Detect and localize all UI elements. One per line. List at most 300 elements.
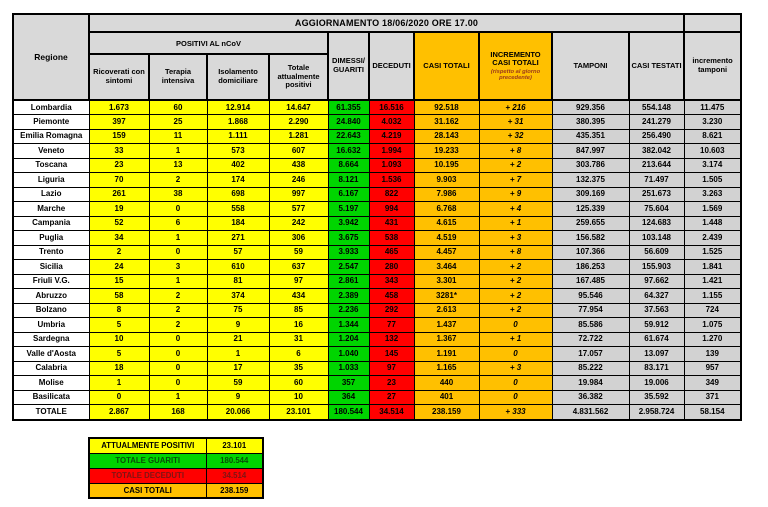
column-header-isolamento: Isolamento domiciliare: [207, 54, 269, 100]
column-header-casi-totali: CASI TOTALI: [414, 32, 479, 100]
value-cell: 23: [89, 158, 149, 173]
value-cell: 97.662: [629, 274, 684, 289]
table-row: [13, 129, 741, 144]
value-cell: 242: [269, 216, 328, 231]
value-cell: 8.664: [328, 158, 369, 173]
summary-label: CASI TOTALI: [89, 483, 206, 498]
value-cell: 847.997: [552, 144, 629, 159]
value-cell: 440: [414, 376, 479, 391]
value-cell: 303.786: [552, 158, 629, 173]
value-cell: 431: [369, 216, 414, 231]
value-cell: 61.355: [328, 100, 369, 115]
value-cell: 1: [149, 390, 207, 405]
value-cell: 156.582: [552, 231, 629, 246]
value-cell: 371: [684, 390, 741, 405]
value-cell: 2: [149, 289, 207, 304]
region-name-cell: Liguria: [13, 173, 89, 188]
value-cell: 2: [89, 245, 149, 260]
value-cell: 309.169: [552, 187, 629, 202]
value-cell: 2.439: [684, 231, 741, 246]
value-cell: 24: [89, 260, 149, 275]
value-cell: 822: [369, 187, 414, 202]
value-cell: 10.195: [414, 158, 479, 173]
value-cell: 538: [369, 231, 414, 246]
value-cell: 724: [684, 303, 741, 318]
summary-value: 23.101: [206, 438, 263, 453]
value-cell: 271: [207, 231, 269, 246]
value-cell: 23: [369, 376, 414, 391]
value-cell: + 7: [479, 173, 552, 188]
value-cell: 5: [89, 347, 149, 362]
value-cell: 72.722: [552, 332, 629, 347]
value-cell: 374: [207, 289, 269, 304]
value-cell: 994: [369, 202, 414, 217]
value-cell: 2.613: [414, 303, 479, 318]
summary-row: [89, 468, 263, 483]
table-row: [13, 158, 741, 173]
value-cell: 60: [269, 376, 328, 391]
value-cell: 85: [269, 303, 328, 318]
column-header-regione: Regione: [13, 14, 89, 100]
value-cell: 1.448: [684, 216, 741, 231]
value-cell: 1: [149, 274, 207, 289]
value-cell: 16.632: [328, 144, 369, 159]
value-cell: 929.356: [552, 100, 629, 115]
value-cell: 402: [207, 158, 269, 173]
table-row: [13, 260, 741, 275]
value-cell: 13.097: [629, 347, 684, 362]
value-cell: 17.057: [552, 347, 629, 362]
covid-regions-table: [12, 13, 742, 421]
value-cell: 33: [89, 144, 149, 159]
value-cell: 1.093: [369, 158, 414, 173]
value-cell: 34: [89, 231, 149, 246]
value-cell: + 333: [479, 405, 552, 420]
summary-body: [89, 438, 263, 498]
value-cell: 9: [207, 390, 269, 405]
column-header-terapia-intensiva: Terapia intensiva: [149, 54, 207, 100]
value-cell: 1: [149, 144, 207, 159]
value-cell: 11.475: [684, 100, 741, 115]
value-cell: 1.111: [207, 129, 269, 144]
value-cell: 3.174: [684, 158, 741, 173]
value-cell: 4.519: [414, 231, 479, 246]
value-cell: 52: [89, 216, 149, 231]
region-name-cell: Toscana: [13, 158, 89, 173]
value-cell: 31: [269, 332, 328, 347]
value-cell: 71.497: [629, 173, 684, 188]
value-cell: 3.942: [328, 216, 369, 231]
value-cell: 997: [269, 187, 328, 202]
value-cell: 24.840: [328, 115, 369, 130]
value-cell: 145: [369, 347, 414, 362]
value-cell: 435.351: [552, 129, 629, 144]
value-cell: 10.603: [684, 144, 741, 159]
table-row: [13, 318, 741, 333]
value-cell: 21: [207, 332, 269, 347]
value-cell: 1.204: [328, 332, 369, 347]
value-cell: 1.165: [414, 361, 479, 376]
value-cell: 3281*: [414, 289, 479, 304]
value-cell: 6: [149, 216, 207, 231]
value-cell: 397: [89, 115, 149, 130]
value-cell: 35: [269, 361, 328, 376]
value-cell: 1: [207, 347, 269, 362]
value-cell: 15: [89, 274, 149, 289]
value-cell: 246: [269, 173, 328, 188]
value-cell: 3.933: [328, 245, 369, 260]
value-cell: 16.516: [369, 100, 414, 115]
region-name-cell: Veneto: [13, 144, 89, 159]
value-cell: 0: [479, 318, 552, 333]
value-cell: 292: [369, 303, 414, 318]
value-cell: 3.675: [328, 231, 369, 246]
value-cell: + 2: [479, 274, 552, 289]
value-cell: 132.375: [552, 173, 629, 188]
value-cell: 155.903: [629, 260, 684, 275]
banner-side-filler: [684, 14, 741, 32]
update-banner: AGGIORNAMENTO 18/06/2020 ORE 17.00: [89, 14, 684, 32]
value-cell: 37.563: [629, 303, 684, 318]
value-cell: 280: [369, 260, 414, 275]
table-row: [13, 115, 741, 130]
value-cell: 28.143: [414, 129, 479, 144]
value-cell: 2.290: [269, 115, 328, 130]
column-group-positivi: POSITIVI AL nCoV: [89, 32, 328, 54]
column-header-totale-positivi: Totale attualmente positivi: [269, 54, 328, 100]
value-cell: 58: [89, 289, 149, 304]
value-cell: 1.505: [684, 173, 741, 188]
value-cell: 1.868: [207, 115, 269, 130]
value-cell: 4.219: [369, 129, 414, 144]
value-cell: 22.643: [328, 129, 369, 144]
column-header-deceduti: DECEDUTI: [369, 32, 414, 100]
value-cell: 1.673: [89, 100, 149, 115]
value-cell: 59: [207, 376, 269, 391]
table-row: [13, 361, 741, 376]
value-cell: 2.389: [328, 289, 369, 304]
value-cell: 8.121: [328, 173, 369, 188]
value-cell: 184: [207, 216, 269, 231]
value-cell: 1: [89, 376, 149, 391]
value-cell: 1.155: [684, 289, 741, 304]
value-cell: 36.382: [552, 390, 629, 405]
value-cell: 97: [369, 361, 414, 376]
table-row: [13, 289, 741, 304]
value-cell: 4.457: [414, 245, 479, 260]
region-name-cell: Calabria: [13, 361, 89, 376]
value-cell: 124.683: [629, 216, 684, 231]
value-cell: 85.222: [552, 361, 629, 376]
value-cell: + 216: [479, 100, 552, 115]
value-cell: 139: [684, 347, 741, 362]
value-cell: 465: [369, 245, 414, 260]
value-cell: 0: [479, 376, 552, 391]
value-cell: 70: [89, 173, 149, 188]
value-cell: 4.032: [369, 115, 414, 130]
value-cell: + 1: [479, 216, 552, 231]
region-name-cell: Marche: [13, 202, 89, 217]
value-cell: 9: [207, 318, 269, 333]
table-row: [13, 173, 741, 188]
summary-label: TOTALE GUARITI: [89, 453, 206, 468]
table-body: [13, 100, 741, 420]
value-cell: 61.674: [629, 332, 684, 347]
incremento-casi-label: INCREMENTO CASI TOTALI: [490, 49, 541, 68]
value-cell: 8: [89, 303, 149, 318]
value-cell: 343: [369, 274, 414, 289]
value-cell: 11: [149, 129, 207, 144]
totale-row: [13, 405, 741, 420]
table-row: [13, 202, 741, 217]
value-cell: 103.148: [629, 231, 684, 246]
value-cell: 25: [149, 115, 207, 130]
summary-label: TOTALE DECEDUTI: [89, 468, 206, 483]
column-header-incremento-tamponi: incremento tamponi: [684, 32, 741, 100]
summary-value: 34.514: [206, 468, 263, 483]
region-name-cell: Umbria: [13, 318, 89, 333]
value-cell: 3.464: [414, 260, 479, 275]
table-row: [13, 332, 741, 347]
value-cell: 3.230: [684, 115, 741, 130]
value-cell: 2: [149, 303, 207, 318]
value-cell: + 2: [479, 260, 552, 275]
value-cell: 458: [369, 289, 414, 304]
value-cell: 558: [207, 202, 269, 217]
table-row: [13, 100, 741, 115]
value-cell: 1.437: [414, 318, 479, 333]
value-cell: 19.984: [552, 376, 629, 391]
value-cell: 380.395: [552, 115, 629, 130]
value-cell: 1.281: [269, 129, 328, 144]
value-cell: 10: [89, 332, 149, 347]
value-cell: 9.903: [414, 173, 479, 188]
value-cell: + 4: [479, 202, 552, 217]
value-cell: 159: [89, 129, 149, 144]
value-cell: 97: [269, 274, 328, 289]
summary-row: [89, 483, 263, 498]
table-row: [13, 390, 741, 405]
value-cell: 698: [207, 187, 269, 202]
value-cell: 3: [149, 260, 207, 275]
value-cell: 56.609: [629, 245, 684, 260]
value-cell: 75.604: [629, 202, 684, 217]
value-cell: + 8: [479, 245, 552, 260]
region-name-cell: Basilicata: [13, 390, 89, 405]
table-row: [13, 187, 741, 202]
region-name-cell: Campania: [13, 216, 89, 231]
region-name-cell: Sicilia: [13, 260, 89, 275]
value-cell: 59: [269, 245, 328, 260]
value-cell: 259.655: [552, 216, 629, 231]
value-cell: + 2: [479, 289, 552, 304]
value-cell: 1.994: [369, 144, 414, 159]
value-cell: 1: [149, 231, 207, 246]
value-cell: 17: [207, 361, 269, 376]
column-header-dimessi-guariti: DIMESSI/ GUARITI: [328, 32, 369, 100]
region-name-cell: Valle d'Aosta: [13, 347, 89, 362]
value-cell: 241.279: [629, 115, 684, 130]
value-cell: 20.066: [207, 405, 269, 420]
value-cell: + 9: [479, 187, 552, 202]
value-cell: 0: [149, 202, 207, 217]
value-cell: 5: [89, 318, 149, 333]
table-row: [13, 245, 741, 260]
value-cell: + 2: [479, 303, 552, 318]
value-cell: 261: [89, 187, 149, 202]
value-cell: 573: [207, 144, 269, 159]
value-cell: 168: [149, 405, 207, 420]
value-cell: 12.914: [207, 100, 269, 115]
summary-table: [88, 437, 264, 499]
value-cell: 38: [149, 187, 207, 202]
value-cell: 213.644: [629, 158, 684, 173]
region-name-cell: Molise: [13, 376, 89, 391]
value-cell: 1.075: [684, 318, 741, 333]
region-name-cell: Emilia Romagna: [13, 129, 89, 144]
value-cell: 85.586: [552, 318, 629, 333]
value-cell: 95.546: [552, 289, 629, 304]
value-cell: + 1: [479, 332, 552, 347]
value-cell: 6.167: [328, 187, 369, 202]
table-row: [13, 144, 741, 159]
value-cell: 577: [269, 202, 328, 217]
table-row: [13, 274, 741, 289]
value-cell: + 8: [479, 144, 552, 159]
value-cell: 251.673: [629, 187, 684, 202]
region-name-cell: Bolzano: [13, 303, 89, 318]
value-cell: 35.592: [629, 390, 684, 405]
value-cell: 382.042: [629, 144, 684, 159]
value-cell: 77: [369, 318, 414, 333]
value-cell: 1.344: [328, 318, 369, 333]
value-cell: 238.159: [414, 405, 479, 420]
value-cell: 0: [149, 361, 207, 376]
value-cell: 607: [269, 144, 328, 159]
value-cell: 4.831.562: [552, 405, 629, 420]
value-cell: 19.006: [629, 376, 684, 391]
value-cell: 59.912: [629, 318, 684, 333]
value-cell: 31.162: [414, 115, 479, 130]
value-cell: 60: [149, 100, 207, 115]
value-cell: + 3: [479, 231, 552, 246]
value-cell: 4.615: [414, 216, 479, 231]
value-cell: 6: [269, 347, 328, 362]
value-cell: 125.339: [552, 202, 629, 217]
summary-label: ATTUALMENTE POSITIVI: [89, 438, 206, 453]
value-cell: 75: [207, 303, 269, 318]
region-name-cell: Piemonte: [13, 115, 89, 130]
totale-label-cell: TOTALE: [13, 405, 89, 420]
value-cell: 2.867: [89, 405, 149, 420]
value-cell: 7.986: [414, 187, 479, 202]
value-cell: 0: [479, 390, 552, 405]
value-cell: 1.191: [414, 347, 479, 362]
region-name-cell: Lombardia: [13, 100, 89, 115]
summary-value: 238.159: [206, 483, 263, 498]
value-cell: + 3: [479, 361, 552, 376]
table-row: [13, 303, 741, 318]
value-cell: 1.536: [369, 173, 414, 188]
table-row: [13, 376, 741, 391]
region-name-cell: Trento: [13, 245, 89, 260]
value-cell: 0: [149, 347, 207, 362]
value-cell: 2.236: [328, 303, 369, 318]
value-cell: 13: [149, 158, 207, 173]
table-row: [13, 231, 741, 246]
value-cell: 357: [328, 376, 369, 391]
value-cell: 1.033: [328, 361, 369, 376]
value-cell: 0: [479, 347, 552, 362]
value-cell: + 2: [479, 158, 552, 173]
value-cell: 2.958.724: [629, 405, 684, 420]
value-cell: 180.544: [328, 405, 369, 420]
column-header-tamponi: TAMPONI: [552, 32, 629, 100]
value-cell: 167.485: [552, 274, 629, 289]
value-cell: 0: [149, 245, 207, 260]
summary-row: [89, 438, 263, 453]
value-cell: 637: [269, 260, 328, 275]
value-cell: 14.647: [269, 100, 328, 115]
value-cell: 0: [149, 332, 207, 347]
value-cell: 306: [269, 231, 328, 246]
value-cell: 554.148: [629, 100, 684, 115]
value-cell: 132: [369, 332, 414, 347]
incremento-casi-note: (rispetto al giorno precedente): [490, 69, 541, 82]
value-cell: 34.514: [369, 405, 414, 420]
value-cell: + 32: [479, 129, 552, 144]
value-cell: 1.525: [684, 245, 741, 260]
value-cell: 92.518: [414, 100, 479, 115]
value-cell: 0: [149, 376, 207, 391]
value-cell: 1.421: [684, 274, 741, 289]
value-cell: 401: [414, 390, 479, 405]
value-cell: 81: [207, 274, 269, 289]
value-cell: 64.327: [629, 289, 684, 304]
value-cell: 1.841: [684, 260, 741, 275]
column-header-casi-testati: CASI TESTATI: [629, 32, 684, 100]
value-cell: 1.270: [684, 332, 741, 347]
value-cell: 364: [328, 390, 369, 405]
value-cell: 186.253: [552, 260, 629, 275]
value-cell: 1.569: [684, 202, 741, 217]
value-cell: 19.233: [414, 144, 479, 159]
value-cell: 2: [149, 173, 207, 188]
summary-value: 180.544: [206, 453, 263, 468]
value-cell: 57: [207, 245, 269, 260]
value-cell: 610: [207, 260, 269, 275]
value-cell: 2.547: [328, 260, 369, 275]
table-row: [13, 216, 741, 231]
value-cell: 3.263: [684, 187, 741, 202]
region-name-cell: Abruzzo: [13, 289, 89, 304]
value-cell: 174: [207, 173, 269, 188]
region-name-cell: Puglia: [13, 231, 89, 246]
value-cell: 58.154: [684, 405, 741, 420]
column-header-incremento-casi: [479, 32, 552, 100]
value-cell: 0: [89, 390, 149, 405]
value-cell: 438: [269, 158, 328, 173]
value-cell: 16: [269, 318, 328, 333]
table-row: [13, 347, 741, 362]
value-cell: 83.171: [629, 361, 684, 376]
value-cell: 1.040: [328, 347, 369, 362]
value-cell: 19: [89, 202, 149, 217]
value-cell: 23.101: [269, 405, 328, 420]
value-cell: 2: [149, 318, 207, 333]
value-cell: 107.366: [552, 245, 629, 260]
value-cell: 8.621: [684, 129, 741, 144]
